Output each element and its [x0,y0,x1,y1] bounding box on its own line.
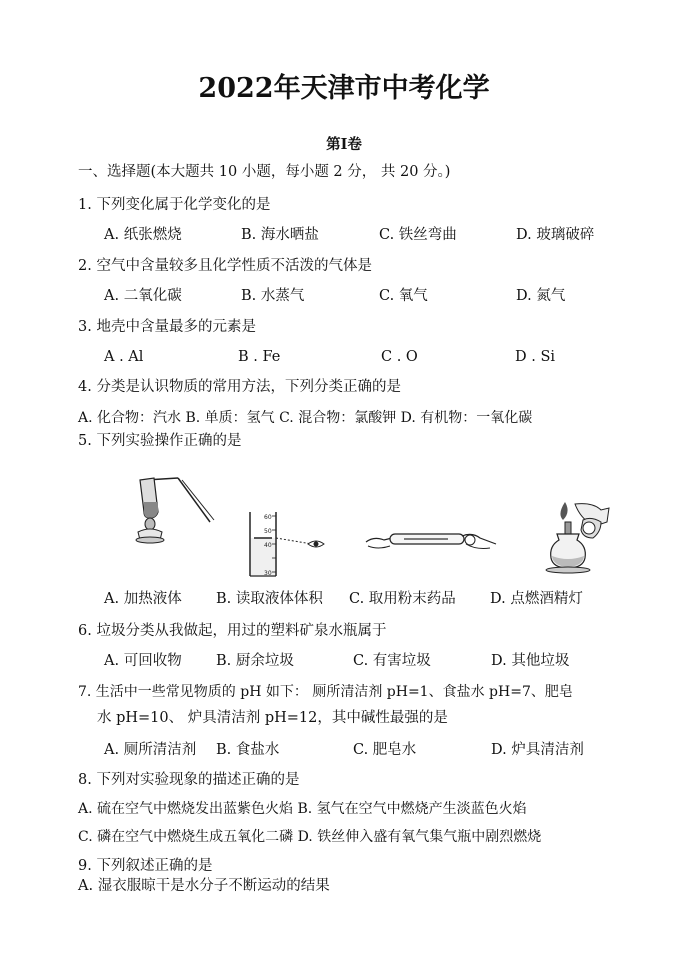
option-b: B. 读取液体体积 [216,591,323,607]
scale-label: 50 [264,528,272,535]
options-line: A. 湿衣服晾干是水分子不断运动的结果 [78,878,330,894]
option-a: A. 可回收物 [104,653,182,669]
question-stem: 6. 垃圾分类从我做起，用过的塑料矿泉水瓶属于 [78,623,387,639]
part-heading: 一、选择题(本大题共 10 小题，每小题 2 分， 共 20 分。) [78,164,451,180]
alcohol-lamp-figure [535,498,615,578]
option-d: D. 玻璃破碎 [516,227,595,243]
question-stem: 4. 分类是认识物质的常用方法，下列分类正确的是 [78,379,401,395]
options-line: A. 硫在空气中燃烧发出蓝紫色火焰 B. 氢气在空气中燃烧产生淡蓝色火焰 [78,801,527,817]
question-stem: 5. 下列实验操作正确的是 [78,433,242,449]
option-c: C. 铁丝弯曲 [379,227,457,243]
option-d: D. 其他垃圾 [491,653,570,669]
scale-label: 60 [264,514,272,521]
scale-label: 30 [264,570,272,577]
option-b: B. 厨余垃圾 [216,653,294,669]
option-d: D . Si [515,349,556,365]
experiment-figures [0,470,688,582]
question-stem: 1. 下列变化属于化学变化的是 [78,197,271,213]
options-line: C. 磷在空气中燃烧生成五氧化二磷 D. 铁丝伸入盛有氧气集气瓶中剧烈燃烧 [78,829,542,845]
option-a: A. 加热液体 [104,591,182,607]
option-c: C. 肥皂水 [353,742,417,758]
option-d: D. 点燃酒精灯 [490,591,583,607]
section-heading: 第Ⅰ卷 [326,136,362,153]
option-a: A. 二氧化碳 [104,288,182,304]
question-stem: 7. 生活中一些常见物质的 pH 如下： 厕所清洁剂 pH=1、食盐水 pH=7、肥皂 [78,684,573,700]
option-b: B. 海水晒盐 [241,227,319,243]
option-c: C. 氧气 [379,288,428,304]
document-title: 2022年天津市中考化学 [198,73,490,104]
scale-label: 40 [264,542,272,549]
option-d: D. 氮气 [516,288,566,304]
options-line: A. 化合物：汽水 B. 单质：氢气 C. 混合物：氯酸钾 D. 有机物：一氧化碳 [78,410,533,426]
option-c: C. 有害垃圾 [353,653,431,669]
option-c: C . O [381,349,418,365]
option-c: C. 取用粉末药品 [349,591,456,607]
question-stem: 3. 地壳中含量最多的元素是 [78,319,256,335]
powder-tube-figure [364,522,500,556]
question-stem: 2. 空气中含量较多且化学性质不活泼的气体是 [78,258,372,274]
option-b: B. 食盐水 [216,742,280,758]
question-stem-continued: 水 pH=10、 炉具清洁剂 pH=12，其中碱性最强的是 [97,710,448,726]
option-a: A. 纸张燃烧 [104,227,182,243]
graduated-cylinder-figure [246,508,332,578]
heating-liquid-figure [126,472,218,544]
option-a: A . Al [104,349,144,365]
question-stem: 8. 下列对实验现象的描述正确的是 [78,772,300,788]
option-d: D. 炉具清洁剂 [491,742,584,758]
option-a: A. 厕所清洁剂 [104,742,197,758]
question-stem: 9. 下列叙述正确的是 [78,858,213,874]
option-b: B. 水蒸气 [241,288,305,304]
option-b: B . Fe [238,349,281,365]
